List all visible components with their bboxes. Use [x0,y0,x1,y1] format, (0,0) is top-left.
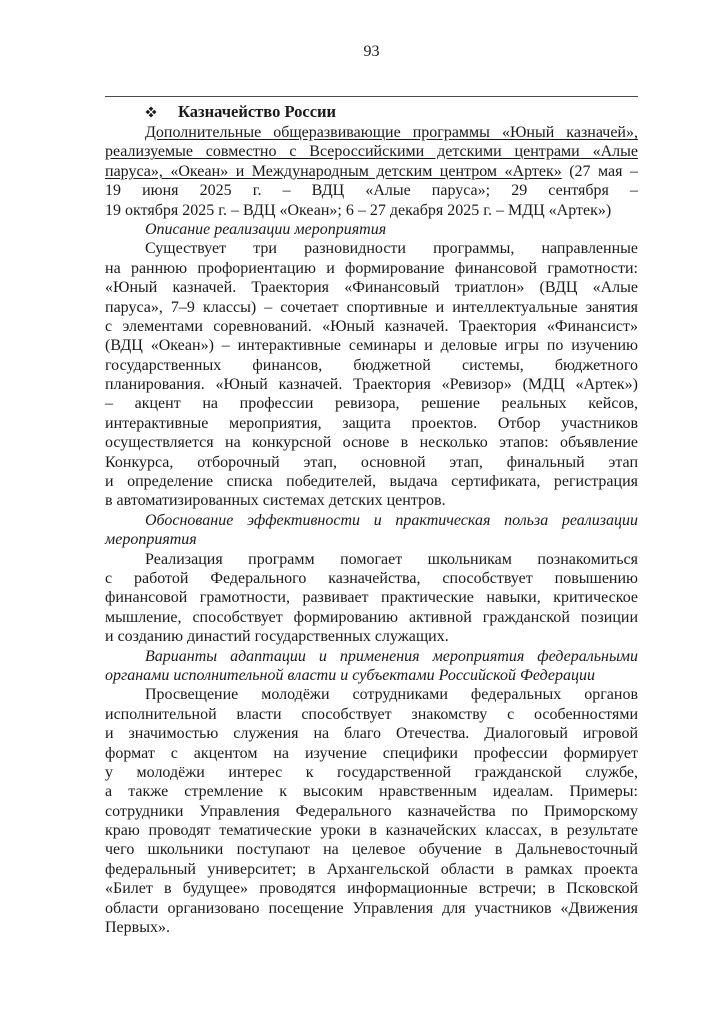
paragraph-line: (ВДЦ «Океан») – интерактивные семинары и деловые игры по изучению [105,337,638,355]
paragraph-line: и созданию династий государственных служащих. [105,628,449,646]
paragraph-line: исполнительной власти способствует знакомству с особенностями [105,705,638,723]
program-dates-line: 19 июня 2025 г. – ВДЦ «Алые паруса»; 29 сентября – [105,182,638,200]
paragraph-line: финансовой грамотности, развивает практические навыки, критическое [105,589,638,607]
separator-rule [105,96,638,97]
text-block [105,96,638,937]
section-title [105,101,638,123]
paragraph-line: паруса», 7–9 классы) – сочетает спортивные и интеллектуальные занятия [105,298,638,316]
paragraph-line: государственных финансов, бюджетной системы, бюджетного [105,356,638,374]
paragraph-line: чего школьники поступают на целевое обучение в Дальневосточный [105,841,638,859]
underlined-text: паруса», «Океан» и Международным детским центром «Артек» [105,162,562,180]
paragraph-line: осуществляется на конкурсной основе в несколько этапов: объявление [105,434,638,452]
paragraph-line: с работой Федерального казначейства, способствует повышению [105,569,638,587]
paragraph-line: с элементами соревнований. «Юный казначей. Траектория «Финансист» [105,317,638,335]
paragraph-line: на раннюю профориентацию и формирование финансовой грамотности: [105,259,638,277]
paragraph-line: Просвещение молодёжи сотрудниками федеральных органов [145,686,638,704]
subsection-heading-variants: Варианты адаптации и применения мероприятия федеральными [145,647,638,665]
program-title-line [105,162,638,181]
paragraph-line: – акцент на профессии ревизора, решение реальных кейсов, [105,395,638,413]
paragraph-line: «Билет в будущее» проводятся информационные встречи; в Псковской [105,880,638,898]
plain-text: (27 мая – [561,162,638,180]
underlined-text: реализуемые совместно с Всероссийскими детскими центрами «Алые [105,143,638,161]
underlined-text: Дополнительные общеразвивающие программы «Юный казначей», [145,124,638,141]
paragraph-line: интерактивные мероприятия, защита проектов. Отбор участников [105,414,638,432]
paragraph-line: сотрудники Управления Федерального казначейства по Приморскому [105,802,638,820]
subsection-heading-effectiveness: Обоснование эффективности и практическая польза реализации [145,511,638,529]
subsection-heading-effectiveness: мероприятия [105,531,197,549]
paragraph-line: краю проводят тематические уроки в казначейских классах, в результате [105,822,638,840]
four-diamond-bullet-icon [145,106,157,118]
subsection-heading-description: Описание реализации мероприятия [145,220,387,238]
paragraph-line: Существует три разновидности программы, направленные [145,240,638,258]
paragraph-line: планирования. «Юный казначей. Траектория «Ревизор» (МДЦ «Артек») [105,376,638,394]
paragraph-line: и значимостью служения на благо Отечества. Диалоговый игровой [105,725,638,743]
section-title-text: Казначейство России [178,102,337,121]
paragraph-line: области организовано посещение Управления для участников «Движения [105,899,638,917]
paragraph-line: мышление, способствует формированию активной гражданской позиции [105,608,638,626]
paragraph-line: Первых». [105,919,170,937]
paragraph-line: Реализация программ помогает школьникам познакомиться [145,550,638,568]
program-dates-line: 19 октября 2025 г. – ВДЦ «Океан»; 6 – 27 декабря 2025 г. – МДЦ «Артек») [105,201,612,219]
paragraph-line: у молодёжи интерес к государственной гражданской службе, [105,763,638,781]
paragraph-line: формат с акцентом на изучение специфики профессии формирует [105,744,638,762]
paragraph-line: Конкурса, отборочный этап, основной этап, финальный этап [105,453,638,471]
paragraph-line: и определение списка победителей, выдача сертификата, регистрация [105,473,638,491]
page-number: 93 [363,43,380,60]
program-title-line [105,123,638,142]
paragraph-line: в автоматизированных системах детских центров. [105,492,446,510]
paragraph-line: федеральный университет; в Архангельской области в рамках проекта [105,860,638,878]
subsection-heading-variants: органами исполнительной власти и субъектами Российской Федерации [105,666,595,684]
paragraph-line: а также стремление к высоким нравственным идеалам. Примеры: [105,783,638,801]
paragraph-line: «Юный казначей. Траектория «Финансовый триатлон» (ВДЦ «Алые [105,279,638,297]
program-title-line [105,142,638,161]
